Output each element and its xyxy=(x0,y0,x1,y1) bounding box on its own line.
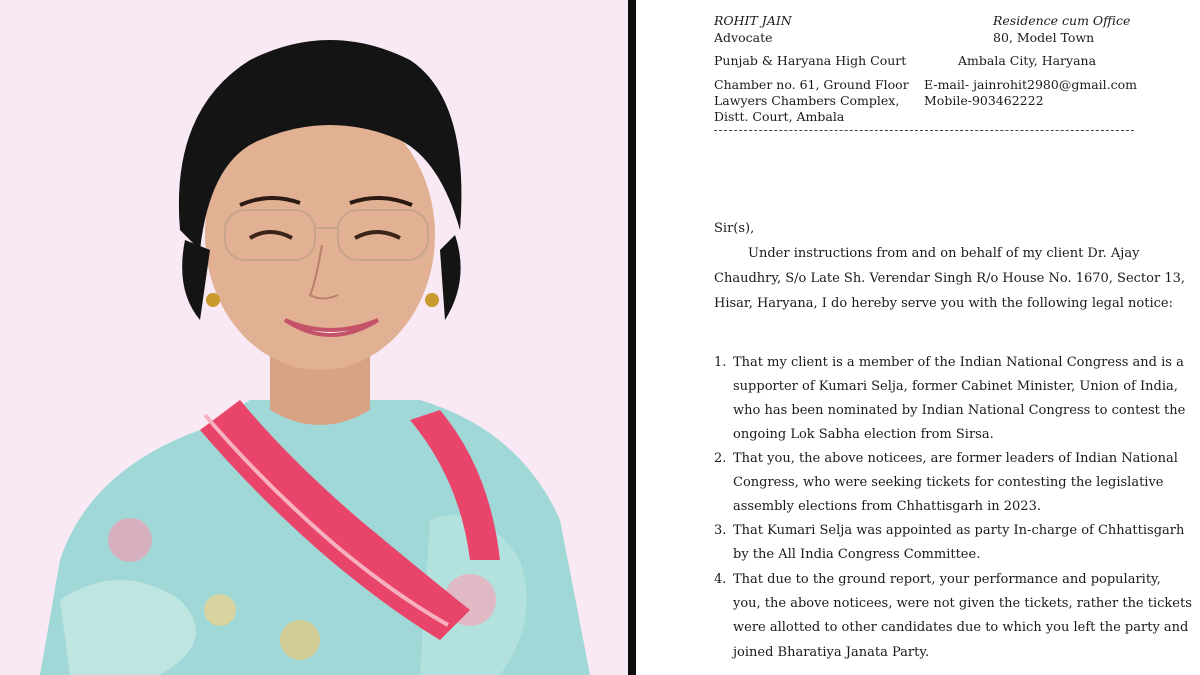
intro-line-3: Hisar, Haryana, I do hereby serve you with the following legal notice: xyxy=(714,296,1173,311)
advocate-title: Advocate xyxy=(714,30,773,45)
point-line: who has been nominated by Indian National Congress to contest the xyxy=(733,403,1186,418)
point-number: 1. xyxy=(714,355,727,370)
email-line: E-mail- jainrohit2980@gmail.com xyxy=(924,77,1137,92)
advocate-name: ROHIT JAIN xyxy=(714,13,792,28)
letterhead-rule xyxy=(714,130,1134,131)
point-number: 4. xyxy=(714,572,727,587)
chamber-line-2: Lawyers Chambers Complex, xyxy=(714,93,900,108)
point-line: by the All India Congress Committee. xyxy=(733,547,981,562)
panel-divider xyxy=(628,0,636,675)
intro-line-1: Under instructions from and on behalf of my client Dr. Ajay xyxy=(748,246,1140,261)
legal-notice-document xyxy=(636,0,1200,675)
salutation: Sir(s), xyxy=(714,221,755,236)
intro-line-2: Chaudhry, S/o Late Sh. Verendar Singh R/o House No. 1670, Sector 13, xyxy=(714,271,1186,286)
point-line: That my client is a member of the Indian National Congress and is a xyxy=(733,355,1184,370)
chamber-line-3: Distt. Court, Ambala xyxy=(714,109,845,124)
point-line: That Kumari Selja was appointed as party In-charge of Chhattisgarh xyxy=(733,523,1185,538)
point-line: supporter of Kumari Selja, former Cabinet Minister, Union of India, xyxy=(733,379,1178,394)
address-line-1: 80, Model Town xyxy=(993,30,1095,45)
point-line: That due to the ground report, your performance and popularity, xyxy=(733,572,1161,587)
chamber-line-1: Chamber no. 61, Ground Floor xyxy=(714,77,909,92)
point-line: joined Bharatiya Janata Party. xyxy=(733,645,930,660)
point-line: assembly elections from Chhattisgarh in 2023. xyxy=(733,499,1041,514)
point-line: you, the above noticees, were not given the tickets, rather the tickets xyxy=(733,596,1192,611)
point-line: Congress, who were seeking tickets for contesting the legislative xyxy=(733,475,1164,490)
mobile-line: Mobile-903462222 xyxy=(924,93,1044,108)
advocate-court: Punjab & Haryana High Court xyxy=(714,53,907,68)
point-number: 3. xyxy=(714,523,727,538)
point-line: That you, the above noticees, are former leaders of Indian National xyxy=(733,451,1178,466)
address-line-2: Ambala City, Haryana xyxy=(958,53,1097,68)
point-line: ongoing Lok Sabha election from Sirsa. xyxy=(733,427,994,442)
point-number: 2. xyxy=(714,451,727,466)
residence-label: Residence cum Office xyxy=(993,13,1131,28)
point-line: were allotted to other candidates due to which you left the party and xyxy=(733,620,1189,635)
